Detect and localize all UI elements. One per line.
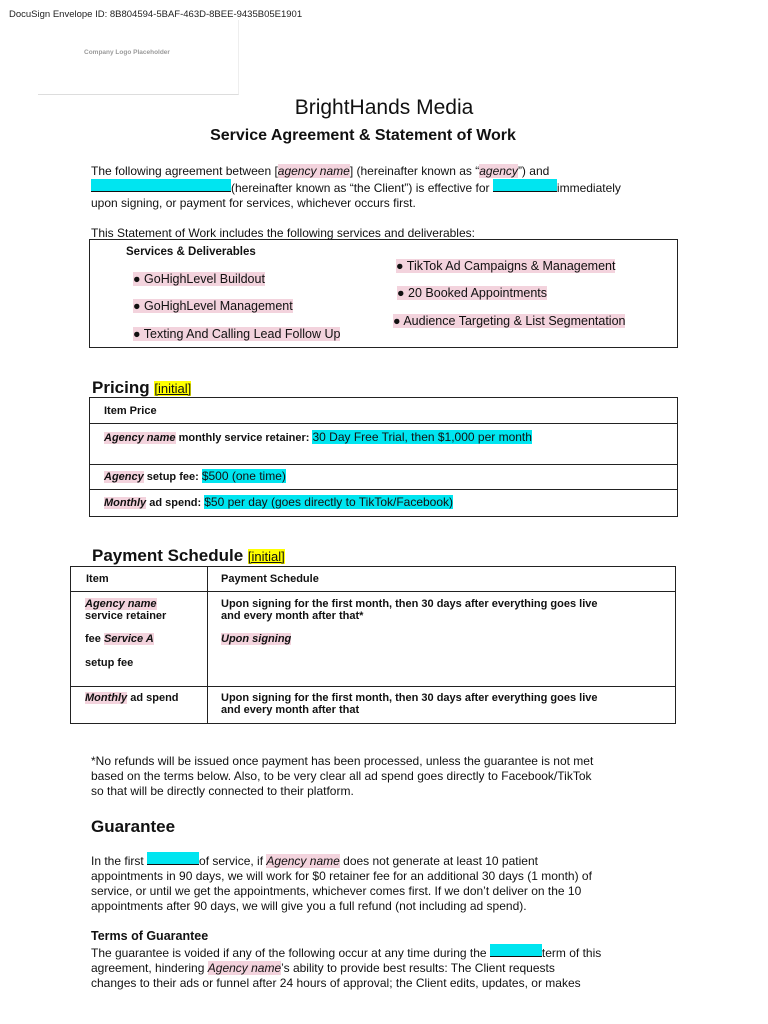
pricing-row: Agency name monthly service retainer: 30 Day Free Trial, then $1,000 per month (104, 430, 532, 444)
duration-field[interactable] (493, 179, 557, 192)
pricing-table (89, 397, 678, 517)
services-heading: Services & Deliverables (126, 246, 256, 258)
intro-text: immediately (556, 181, 621, 195)
terms-period-field[interactable] (490, 944, 542, 957)
intro-text: ] (hereinafter known as “ (349, 164, 480, 178)
service-item: ● Audience Targeting & List Segmentation (393, 314, 626, 328)
terms-paragraph: The guarantee is voided if any of the following occur at any time during the term of this agreement, hindering Agency name’s ability to provide best results: The Client requests changes to their ads or funnel after 24 hours of approval; the Client edits, updates, or makes (91, 946, 602, 990)
sow-intro: This Statement of Work includes the following services and deliverables: (91, 226, 475, 240)
intro-text: The following agreement between [ (91, 164, 278, 178)
service-item: ● GoHighLevel Buildout (133, 272, 265, 286)
agency-name-field[interactable]: agency name (277, 164, 350, 178)
payment-row-1-schedule: Upon signing for the first month, then 30 days after everything goes live and every month after that* Upon signing (221, 598, 598, 645)
guarantee-heading: Guarantee (91, 817, 176, 836)
pricing-initial-field[interactable]: [initial] (154, 381, 192, 396)
payment-initial-field[interactable]: [initial] (247, 549, 285, 564)
document-title: BrightHands Media (294, 96, 474, 119)
pricing-heading: Pricing [initial] (92, 378, 192, 397)
payment-row-2-schedule: Upon signing for the first month, then 30 days after everything goes live and every month after that (221, 692, 598, 716)
client-name-field[interactable] (91, 179, 231, 192)
payment-table (70, 566, 676, 724)
payment-row-2-item: Monthly ad spend (85, 692, 179, 704)
service-item: ● 20 Booked Appointments (397, 286, 548, 300)
payment-col-schedule: Payment Schedule (221, 573, 319, 585)
guarantee-paragraph: In the first of service, if Agency name does not generate at least 10 patient appointments in 90 days, we will work for $0 retainer fee for an additional 30 days (1 month) of service, or until we get the appointments, whichever comes first. If we don’t deliver on the 10 appointments after 90 days, we will give you a full refund (not including ad spend). (91, 854, 592, 913)
pricing-header: Item Price (104, 405, 157, 417)
service-item: ● TikTok Ad Campaigns & Management (396, 259, 616, 273)
service-item: ● GoHighLevel Management (133, 299, 293, 313)
intro-text: (hereinafter known as “the Client”) is effective for (231, 181, 490, 195)
pricing-row: Agency setup fee: $500 (one time) (104, 469, 286, 483)
intro-text: upon signing, or payment for services, whichever occurs first. (91, 196, 416, 210)
agency-field[interactable]: agency (479, 164, 518, 178)
guarantee-period-field[interactable] (147, 852, 199, 865)
intro-text: ”) and (517, 164, 550, 178)
service-item: ● Texting And Calling Lead Follow Up (133, 327, 341, 341)
payment-col-item: Item (86, 573, 109, 585)
payment-heading: Payment Schedule [initial] (92, 546, 285, 565)
logo-placeholder-box (38, 20, 239, 95)
payment-row-1-item: Agency name service retainer fee Service A setup fee (85, 598, 167, 669)
envelope-id: DocuSign Envelope ID: 8B804594-5BAF-463D-8BEE-9435B05E1901 (9, 9, 303, 20)
intro-paragraph (91, 164, 691, 211)
refund-note: *No refunds will be issued once payment has been processed, unless the guarantee is not met based on the terms below. Also, to be very clear all ad spend goes directly to Facebook/TikTok so that will be directly connected to their platform. (91, 754, 594, 798)
document-subtitle: Service Agreement & Statement of Work (210, 127, 516, 144)
company-logo-placeholder: Company Logo Placeholder (84, 49, 170, 56)
pricing-row: Monthly ad spend: $50 per day (goes directly to TikTok/Facebook) (104, 495, 454, 509)
services-box (89, 239, 678, 348)
terms-heading: Terms of Guarantee (91, 929, 209, 943)
